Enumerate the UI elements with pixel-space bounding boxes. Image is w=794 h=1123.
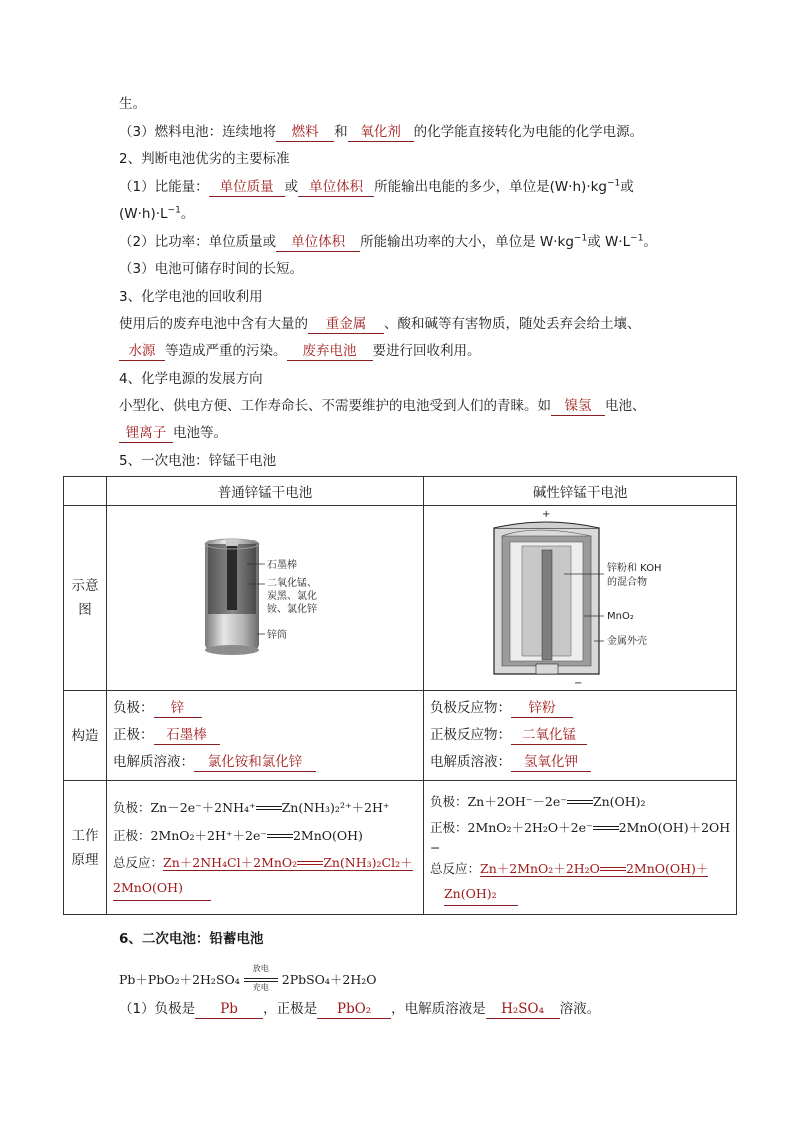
heading-2: 2、判断电池优劣的主要标准 bbox=[119, 151, 290, 167]
label-metal-shell: 金属外壳 bbox=[607, 636, 647, 647]
answer-blank: 水源 bbox=[119, 343, 165, 361]
reversible-arrow: 放电 充电 bbox=[244, 976, 278, 986]
svg-text:+: + bbox=[542, 509, 551, 520]
recycle-line-1: 使用后的废弃电池中含有大量的 重金属 、酸和碱等有害物质，随处丢弃会给土壤、 bbox=[119, 316, 641, 332]
specific-energy-unit: $(W\cdot h)\cdot L^{-1}$。 bbox=[119, 205, 195, 222]
label-mno2-alk: MnO₂ bbox=[607, 611, 634, 622]
alkaline-cell-diagram bbox=[424, 506, 737, 691]
heading-3: 3、化学电池的回收利用 bbox=[119, 289, 263, 305]
storage-line: （3）电池可储存时间的长短。 bbox=[119, 261, 304, 277]
specific-energy-line: （1）比能量： 单位质量 或 单位体积 所能输出电能的多少，单位是$(W\cdot h)\cdot kg^{-1}$或 bbox=[119, 178, 634, 195]
alkaline-battery-figure bbox=[424, 506, 732, 686]
paragraph-1: 生。 bbox=[119, 96, 146, 112]
label-carbon: 炭黑、氯化 bbox=[267, 591, 317, 602]
heading-5: 5、一次电池：锌锰干电池 bbox=[119, 453, 277, 469]
answer-blank: 氯化铵和氯化锌 bbox=[194, 754, 316, 772]
answer-blank: H₂SO₄ bbox=[486, 1001, 560, 1019]
row-header-diagram: 示意图 bbox=[64, 506, 107, 691]
development-line-2: 锂离子 电池等。 bbox=[119, 423, 227, 443]
answer-blank: 氢氧化钾 bbox=[511, 754, 591, 772]
col-header-alkaline: 碱性锌锰干电池 bbox=[424, 477, 737, 506]
graphite-rod bbox=[227, 546, 237, 610]
label-salts: 铵、氯化锌 bbox=[267, 604, 317, 615]
label-zinc-koh: 锌粉和 KOH bbox=[607, 563, 662, 574]
answer-blank: 锂离子 bbox=[119, 425, 173, 443]
label-mno2: 二氧化锰、 bbox=[267, 578, 317, 589]
alkaline-structure: 负极反应物： 锌粉 正极反应物： 二氧化锰 电解质溶液： 氢氧化钾 bbox=[424, 691, 737, 781]
lead-acid-question: （1）负极是 Pb ，正极是 PbO₂ ，电解质溶液是 H₂SO₄ 溶液。 bbox=[119, 1001, 601, 1017]
specific-power-line: （2）比功率：单位质量或 单位体积 所能输出功率的大小，单位是 $W\cdot kg^{-1}$或 $W\cdot L^{-1}$。 bbox=[119, 233, 657, 250]
heading-4: 4、化学电源的发展方向 bbox=[119, 371, 263, 387]
svg-text:的混合物: 的混合物 bbox=[607, 577, 647, 588]
col-header-ordinary: 普通锌锰干电池 bbox=[107, 477, 424, 506]
zinc-manganese-table bbox=[63, 476, 737, 915]
answer-blank: 废弃电池 bbox=[287, 343, 373, 361]
row-header-working: 工作原理 bbox=[64, 781, 107, 915]
ordinary-reactions: 负极：Zn－2e⁻＋2NH₄⁺ Zn(NH₃)₂²⁺＋2H⁺ 正极：2MnO₂＋2H⁺＋2e⁻ 2MnO(OH) 总反应：Zn＋2NH₄Cl＋2MnO₂ Zn(NH₃)₂Cl₂＋ 2MnO(OH) bbox=[107, 781, 424, 915]
answer-blank: 单位质量 bbox=[209, 179, 285, 197]
alkaline-reactions: 负极：Zn＋2OH⁻－2e⁻ Zn(OH)₂ 正极：2MnO₂＋2H₂O＋2e⁻ 2MnO(OH)＋2OH − 总反应：Zn＋2MnO₂＋2H₂O 2MnO(OH)＋ Zn(OH)₂ bbox=[424, 781, 737, 915]
answer-blank: 燃料 bbox=[276, 124, 334, 142]
label-graphite: 石墨棒 bbox=[267, 560, 297, 571]
ordinary-structure: 负极： 锌 正极： 石墨棒 电解质溶液： 氯化铵和氯化锌 bbox=[107, 691, 424, 781]
answer-blank: Pb bbox=[195, 1001, 263, 1019]
ordinary-battery-figure bbox=[107, 506, 423, 686]
heading-6: 6、二次电池：铅蓄电池 bbox=[119, 931, 264, 947]
answer-blank: 二氧化锰 bbox=[511, 727, 587, 745]
label-zinc-can: 锌筒 bbox=[267, 630, 287, 641]
svg-text:−: − bbox=[574, 678, 583, 686]
lead-acid-equation: Pb＋PbO₂＋2H₂SO₄ 放电 充电 2PbSO₄＋2H₂O bbox=[119, 963, 377, 992]
answer-blank: 单位体积 bbox=[276, 234, 360, 252]
answer-blank: 重金属 bbox=[308, 316, 384, 334]
answer-blank: 氧化剂 bbox=[348, 124, 414, 142]
row-header-structure: 构造 bbox=[64, 691, 107, 781]
answer-blank: 镍氢 bbox=[551, 398, 605, 416]
answer-blank: 石墨棒 bbox=[154, 727, 220, 745]
answer-blank: PbO₂ bbox=[317, 1001, 391, 1019]
development-line-1: 小型化、供电方便、工作寿命长、不需要维护的电池受到人们的青睐。如 镍氢 电池、 bbox=[119, 398, 646, 414]
answer-blank: 单位体积 bbox=[298, 179, 374, 197]
ordinary-cell-diagram bbox=[107, 506, 424, 691]
answer-blank: 锌粉 bbox=[511, 700, 573, 718]
recycle-line-2: 水源 等造成严重的污染。 废弃电池 要进行回收利用。 bbox=[119, 341, 481, 361]
fuel-cell-line: （3）燃料电池：连续地将 燃料 和 氧化剂 的化学能直接转化为电能的化学电源。 bbox=[119, 124, 644, 140]
answer-blank: 锌 bbox=[154, 700, 202, 718]
